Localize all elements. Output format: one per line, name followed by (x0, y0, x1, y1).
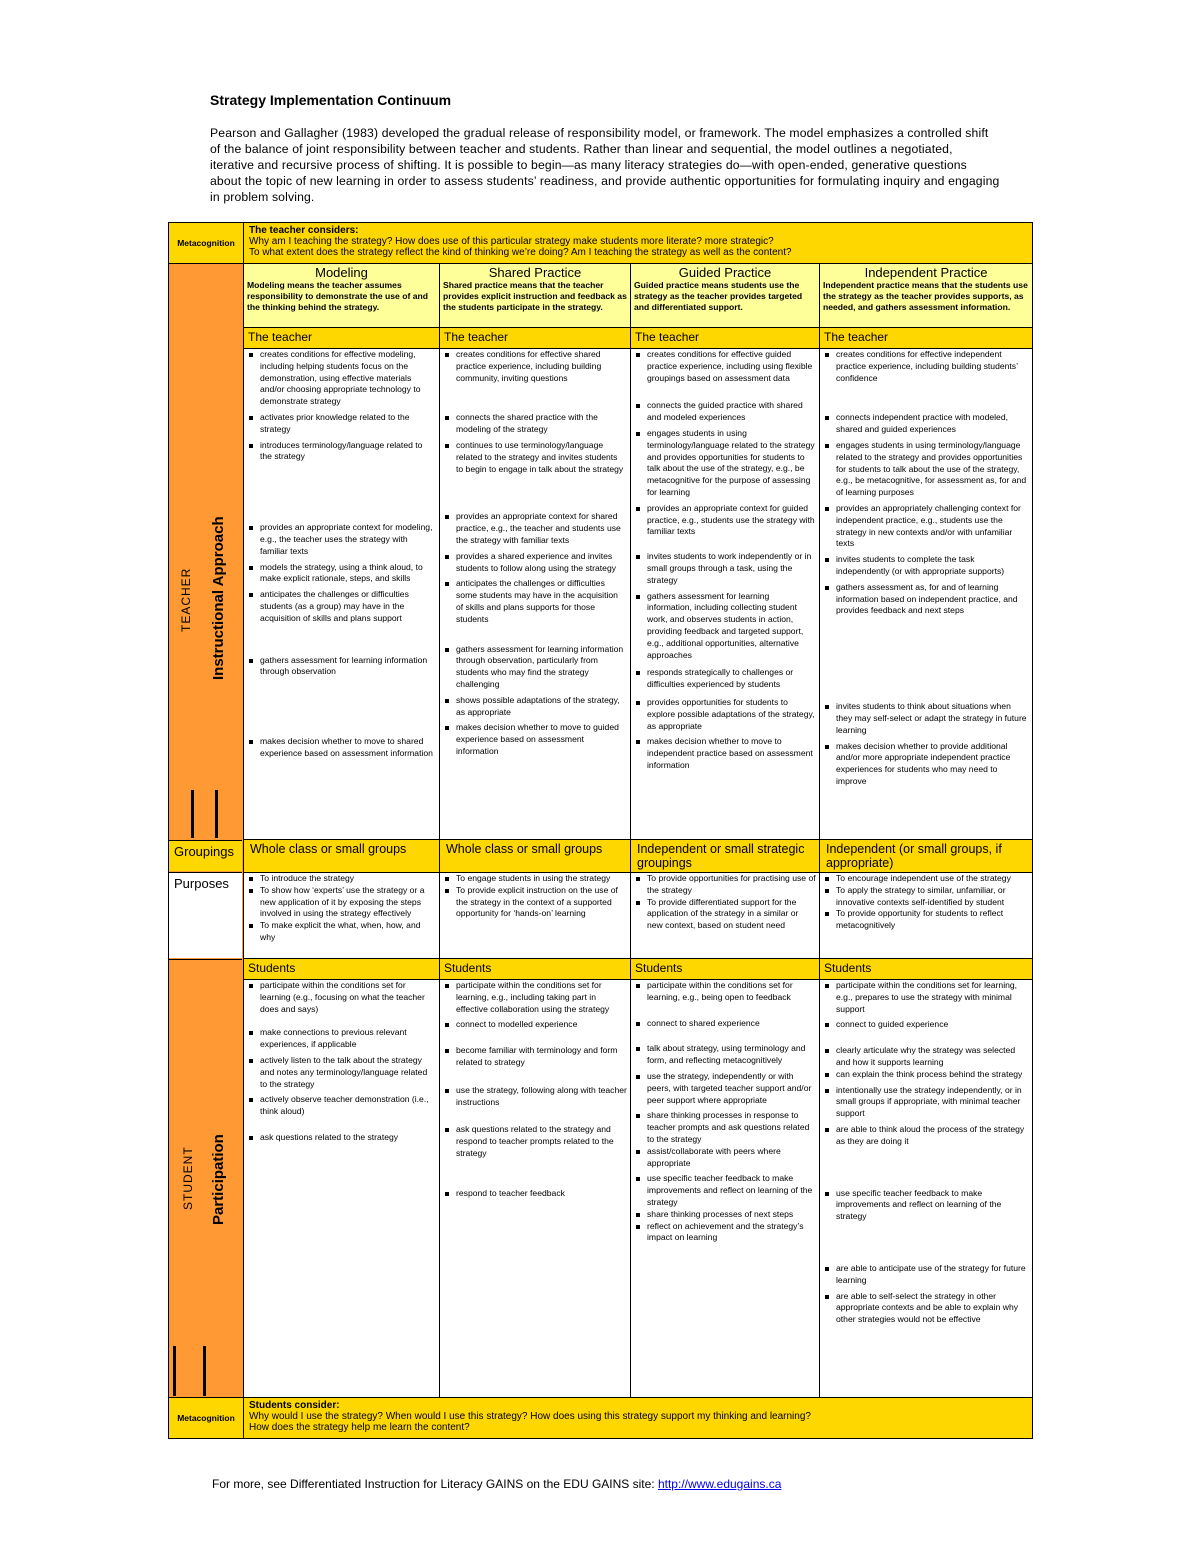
list-item: activates prior knowledge related to the strategy (247, 412, 436, 436)
list-item: To make explicit the what, when, how, and why (247, 920, 436, 944)
list-item: To provide opportunities for practising use of the strategy (634, 873, 816, 897)
list-item: actively observe teacher demonstration (i.e., think aloud) (247, 1094, 436, 1118)
students-label: Students (631, 959, 820, 980)
students-consider-line2: How does the strategy help me learn the content? (249, 1422, 470, 1433)
list-item: provides an appropriately challenging context for independent practice, e.g., students use the strategy in new contexts and/or with unfamiliar texts (823, 503, 1029, 550)
intro-paragraph: Pearson and Gallagher (1983) developed the gradual release of responsibility model, or framework. The model emphasizes a controlled shift of the balance of joint responsibility between teacher and students. Rather than linear and sequential, the model outlines a negotiated, iterative and recursive process of shifting. It is possible to begin—as many literacy strategies do—with open-ended, generative questions about the topic of new learning in order to assess students’ readiness, and provide authentic opportunities for formulating inquiry and engaging in problem solving. (210, 126, 1000, 204)
list-item: connect to guided experience (823, 1019, 1029, 1031)
purposes-modeling (244, 873, 440, 959)
continuum-table (168, 222, 1033, 1439)
column-title: Shared Practice (488, 265, 582, 280)
list-item: gathers assessment for learning information through observation (247, 655, 436, 679)
participation-label: Participation (210, 1134, 227, 1225)
student-cell-modeling (244, 980, 440, 1398)
column-title: Modeling (315, 265, 368, 280)
list-item: To encourage independent use of the strategy (823, 873, 1029, 885)
students-label: Students (440, 959, 631, 980)
teacher-considers-line2: To what extent does the strategy reflect the kind of thinking we’re doing? Am I teaching the strategy as well as the content? (249, 247, 792, 258)
grouping-shared: Whole class or small groups (440, 840, 631, 873)
teacher-considers-line1: Why am I teaching the strategy? How does use of this particular strategy make students more literate? more strategic? (249, 236, 774, 247)
list-item: participate within the conditions set for learning, e.g., including taking part in effective collaboration using the strategy (443, 980, 627, 1015)
list-item: To provide opportunity for students to reflect metacognitively (823, 908, 1029, 932)
column-title: Independent Practice (864, 265, 988, 280)
column-title: Guided Practice (678, 265, 772, 280)
teacher-cell-modeling (244, 349, 440, 840)
list-item: To apply the strategy to similar, unfamiliar, or innovative contexts self-identified by student (823, 885, 1029, 909)
list-item: makes decision whether to move to independent practice based on assessment information (634, 736, 816, 771)
teacher-cell-shared (440, 349, 631, 840)
side-bar-right (215, 790, 218, 838)
list-item: To provide explicit instruction on the use of the strategy in the context of a supported opportunity for ‘hands-on’ learning (443, 885, 627, 920)
list-item: provides an appropriate context for modeling, e.g., the teacher uses the strategy with familiar texts (247, 522, 436, 557)
grouping-modeling: Whole class or small groups (244, 840, 440, 873)
list-item: are able to anticipate use of the strategy for future learning (823, 1263, 1029, 1287)
purposes-guided (631, 873, 820, 959)
list-item: are able to think aloud the process of the strategy as they are doing it (823, 1124, 1029, 1148)
students-label: Students (820, 959, 1033, 980)
list-item: use the strategy, following along with teacher instructions (443, 1085, 627, 1109)
side-bar-left (191, 790, 194, 838)
list-item: use the strategy, independently or with peers, with targeted teacher support and/or peer support where appropriate (634, 1071, 816, 1106)
teacher-cell-guided (631, 349, 820, 840)
list-item: use specific teacher feedback to make improvements and reflect on learning of the strategy (634, 1173, 816, 1208)
students-label: Students (244, 959, 440, 980)
edugains-link[interactable]: http://www.edugains.ca (657, 1477, 782, 1491)
list-item: invites students to complete the task independently (or with appropriate supports) (823, 554, 1029, 578)
the-teacher-label: The teacher (244, 328, 440, 349)
footer-text: For more, see Differentiated Instruction for Literacy GAINS on the EDU GAINS site: (212, 1477, 658, 1491)
list-item: creates conditions for effective independent practice experience, including building students’ confidence (823, 349, 1029, 384)
list-item: To show how ‘experts’ use the strategy or a new application of it by exposing the steps involved in using the strategy effectively (247, 885, 436, 920)
column-desc: Independent practice means that the students use the strategy as the teacher provides supports, as needed, and gathers assessment information. (823, 280, 1028, 313)
teacher-cell-independent (820, 349, 1033, 840)
list-item: share thinking processes of next steps (634, 1209, 816, 1221)
list-item: To engage students in using the strategy (443, 873, 627, 885)
list-item: become familiar with terminology and form related to strategy (443, 1045, 627, 1069)
list-item: use specific teacher feedback to make improvements and reflect on learning of the strategy (823, 1188, 1029, 1223)
list-item: responds strategically to challenges or difficulties experienced by students (634, 667, 816, 691)
column-head-guided (631, 264, 820, 328)
list-item: provides a shared experience and invites students to follow along using the strategy (443, 551, 627, 575)
page-title: Strategy Implementation Continuum (210, 92, 452, 108)
student-cell-independent (820, 980, 1033, 1398)
list-item: creates conditions for effective guided practice experience, including using flexible groupings based on assessment data (634, 349, 816, 384)
students-consider-heading: Students consider: (249, 1400, 340, 1411)
list-item: makes decision whether to provide additional and/or more appropriate independent practice experiences for students who may need to improve (823, 741, 1029, 788)
students-consider-box (244, 1398, 1033, 1439)
list-item: connect to shared experience (634, 1018, 816, 1030)
list-item: ask questions related to the strategy (247, 1132, 436, 1144)
grouping-guided: Independent or small strategic groupings (631, 840, 820, 873)
column-desc: Guided practice means students use the strategy as the teacher provides targeted and differentiated support. (634, 280, 803, 313)
side-bar-left (173, 1346, 176, 1396)
list-item: participate within the conditions set for learning, e.g., prepares to use the strategy with minimal support (823, 980, 1029, 1015)
list-item: models the strategy, using a think aloud, to make explicit rationale, steps, and skills (247, 562, 436, 586)
list-item: share thinking processes in response to teacher prompts and ask questions related to the strategy (634, 1110, 816, 1145)
purposes-label: Purposes (169, 872, 242, 958)
list-item: ask questions related to the strategy and respond to teacher prompts related to the strategy (443, 1124, 627, 1159)
list-item: engages students in using terminology/language related to the strategy and provides opportunities for students to talk about the use of the strategy, e.g., be metacognitive for the purpose of assessing for learning (634, 428, 816, 499)
list-item: connects the guided practice with shared and modeled experiences (634, 400, 816, 424)
list-item: gathers assessment as, for and of learning information based on independent practice, and provides feedback and next steps (823, 582, 1029, 617)
list-item: continues to use terminology/language related to the strategy and invites students to begin to engage in talk about the strategy (443, 440, 627, 475)
list-item: makes decision whether to move to shared experience based on assessment information (247, 736, 436, 760)
the-teacher-label: The teacher (631, 328, 820, 349)
list-item: anticipates the challenges or difficulties some students may have in the acquisition of skills and plans supports for those students (443, 578, 627, 625)
list-item: assist/collaborate with peers where appropriate (634, 1146, 816, 1170)
list-item: invites students to work independently or in small groups through a task, using the strategy (634, 551, 816, 586)
list-item: intentionally use the strategy independently, or in small groups if appropriate, with minimal teacher support (823, 1085, 1029, 1120)
list-item: creates conditions for effective shared practice experience, including building community, inviting questions (443, 349, 627, 384)
list-item: make connections to previous relevant experiences, if applicable (247, 1027, 436, 1051)
list-item: invites students to think about situations when they may self-select or adapt the strategy in future learning (823, 701, 1029, 736)
column-head-shared (440, 264, 631, 328)
list-item: participate within the conditions set for learning (e.g., focusing on what the teacher does and says) (247, 980, 436, 1015)
list-item: gathers assessment for learning information, including collecting student work, and observes students in action, providing feedback and targeted support, e.g., additional opportunities, alternative approaches (634, 591, 816, 662)
column-desc: Modeling means the teacher assumes responsibility to demonstrate the use of and the thinking behind the strategy. (247, 280, 428, 313)
metacognition-label-top: Metacognition (169, 223, 244, 264)
list-item: connects independent practice with modeled, shared and guided experiences (823, 412, 1029, 436)
grouping-independent: Independent (or small groups, if appropriate) (820, 840, 1033, 873)
column-desc: Shared practice means that the teacher provides explicit instruction and feedback as the students participate in the strategy. (443, 280, 627, 313)
the-teacher-label: The teacher (820, 328, 1033, 349)
student-cell-shared (440, 980, 631, 1398)
list-item: connects the shared practice with the modeling of the strategy (443, 412, 627, 436)
student-side-label: STUDENT (181, 1146, 195, 1210)
groupings-label: Groupings (169, 840, 242, 871)
teacher-considers-heading: The teacher considers: (249, 225, 359, 236)
list-item: provides an appropriate context for guided practice, e.g., students use the strategy with familiar texts (634, 503, 816, 538)
list-item: can explain the think process behind the strategy (823, 1069, 1029, 1081)
list-item: creates conditions for effective modeling, including helping students focus on the demonstration, using effective materials and/or choosing appropriate technology to demonstrate strategy (247, 349, 436, 408)
list-item: are able to self-select the strategy in other appropriate contexts and be able to explain why other strategies would not be effective (823, 1291, 1029, 1326)
student-side-band (169, 959, 242, 1397)
column-head-independent (820, 264, 1033, 328)
purposes-shared (440, 873, 631, 959)
list-item: makes decision whether to move to guided experience based on assessment information (443, 722, 627, 757)
the-teacher-label: The teacher (440, 328, 631, 349)
side-bar-right (203, 1346, 206, 1396)
list-item: introduces terminology/language related to the strategy (247, 440, 436, 464)
list-item: provides an appropriate context for shared practice, e.g., the teacher and students use the strategy with familiar texts (443, 511, 627, 546)
list-item: respond to teacher feedback (443, 1188, 627, 1200)
list-item: gathers assessment for learning information through observation, particularly from students who may find the strategy challenging (443, 644, 627, 691)
list-item: clearly articulate why the strategy was selected and how it supports learning (823, 1045, 1029, 1069)
list-item: actively listen to the talk about the strategy and notes any terminology/language related to the strategy (247, 1055, 436, 1090)
metacognition-label-bottom: Metacognition (169, 1398, 244, 1439)
teacher-considers-box (244, 223, 1033, 264)
list-item: anticipates the challenges or difficulties students (as a group) may have in the acquisition of skills and plans support (247, 589, 436, 624)
list-item: provides opportunities for students to explore possible adaptations of the strategy, as appropriate (634, 697, 816, 732)
column-head-modeling (244, 264, 440, 328)
list-item: To provide differentiated support for the application of the strategy in a similar or new context, based on student need (634, 897, 816, 932)
students-consider-line1: Why would I use the strategy? When would I use this strategy? How does using this strategy support my thinking and learning? (249, 1411, 811, 1422)
instructional-approach-label: Instructional Approach (210, 516, 227, 680)
teacher-side-label: TEACHER (179, 567, 193, 632)
list-item: engages students in using terminology/language related to the strategy and provides opportunities for students to talk about the use of the strategy, e.g., be metacognitive, for assessment as, for and of learning purposes (823, 440, 1029, 499)
list-item: participate within the conditions set for learning, e.g., being open to feedback (634, 980, 816, 1004)
list-item: To introduce the strategy (247, 873, 436, 885)
list-item: talk about strategy, using terminology and form, and reflecting metacognitively (634, 1043, 816, 1067)
list-item: connect to modelled experience (443, 1019, 627, 1031)
purposes-independent (820, 873, 1033, 959)
list-item: shows possible adaptations of the strategy, as appropriate (443, 695, 627, 719)
student-cell-guided (631, 980, 820, 1398)
list-item: reflect on achievement and the strategy’s impact on learning (634, 1221, 816, 1245)
footer (212, 1477, 781, 1491)
